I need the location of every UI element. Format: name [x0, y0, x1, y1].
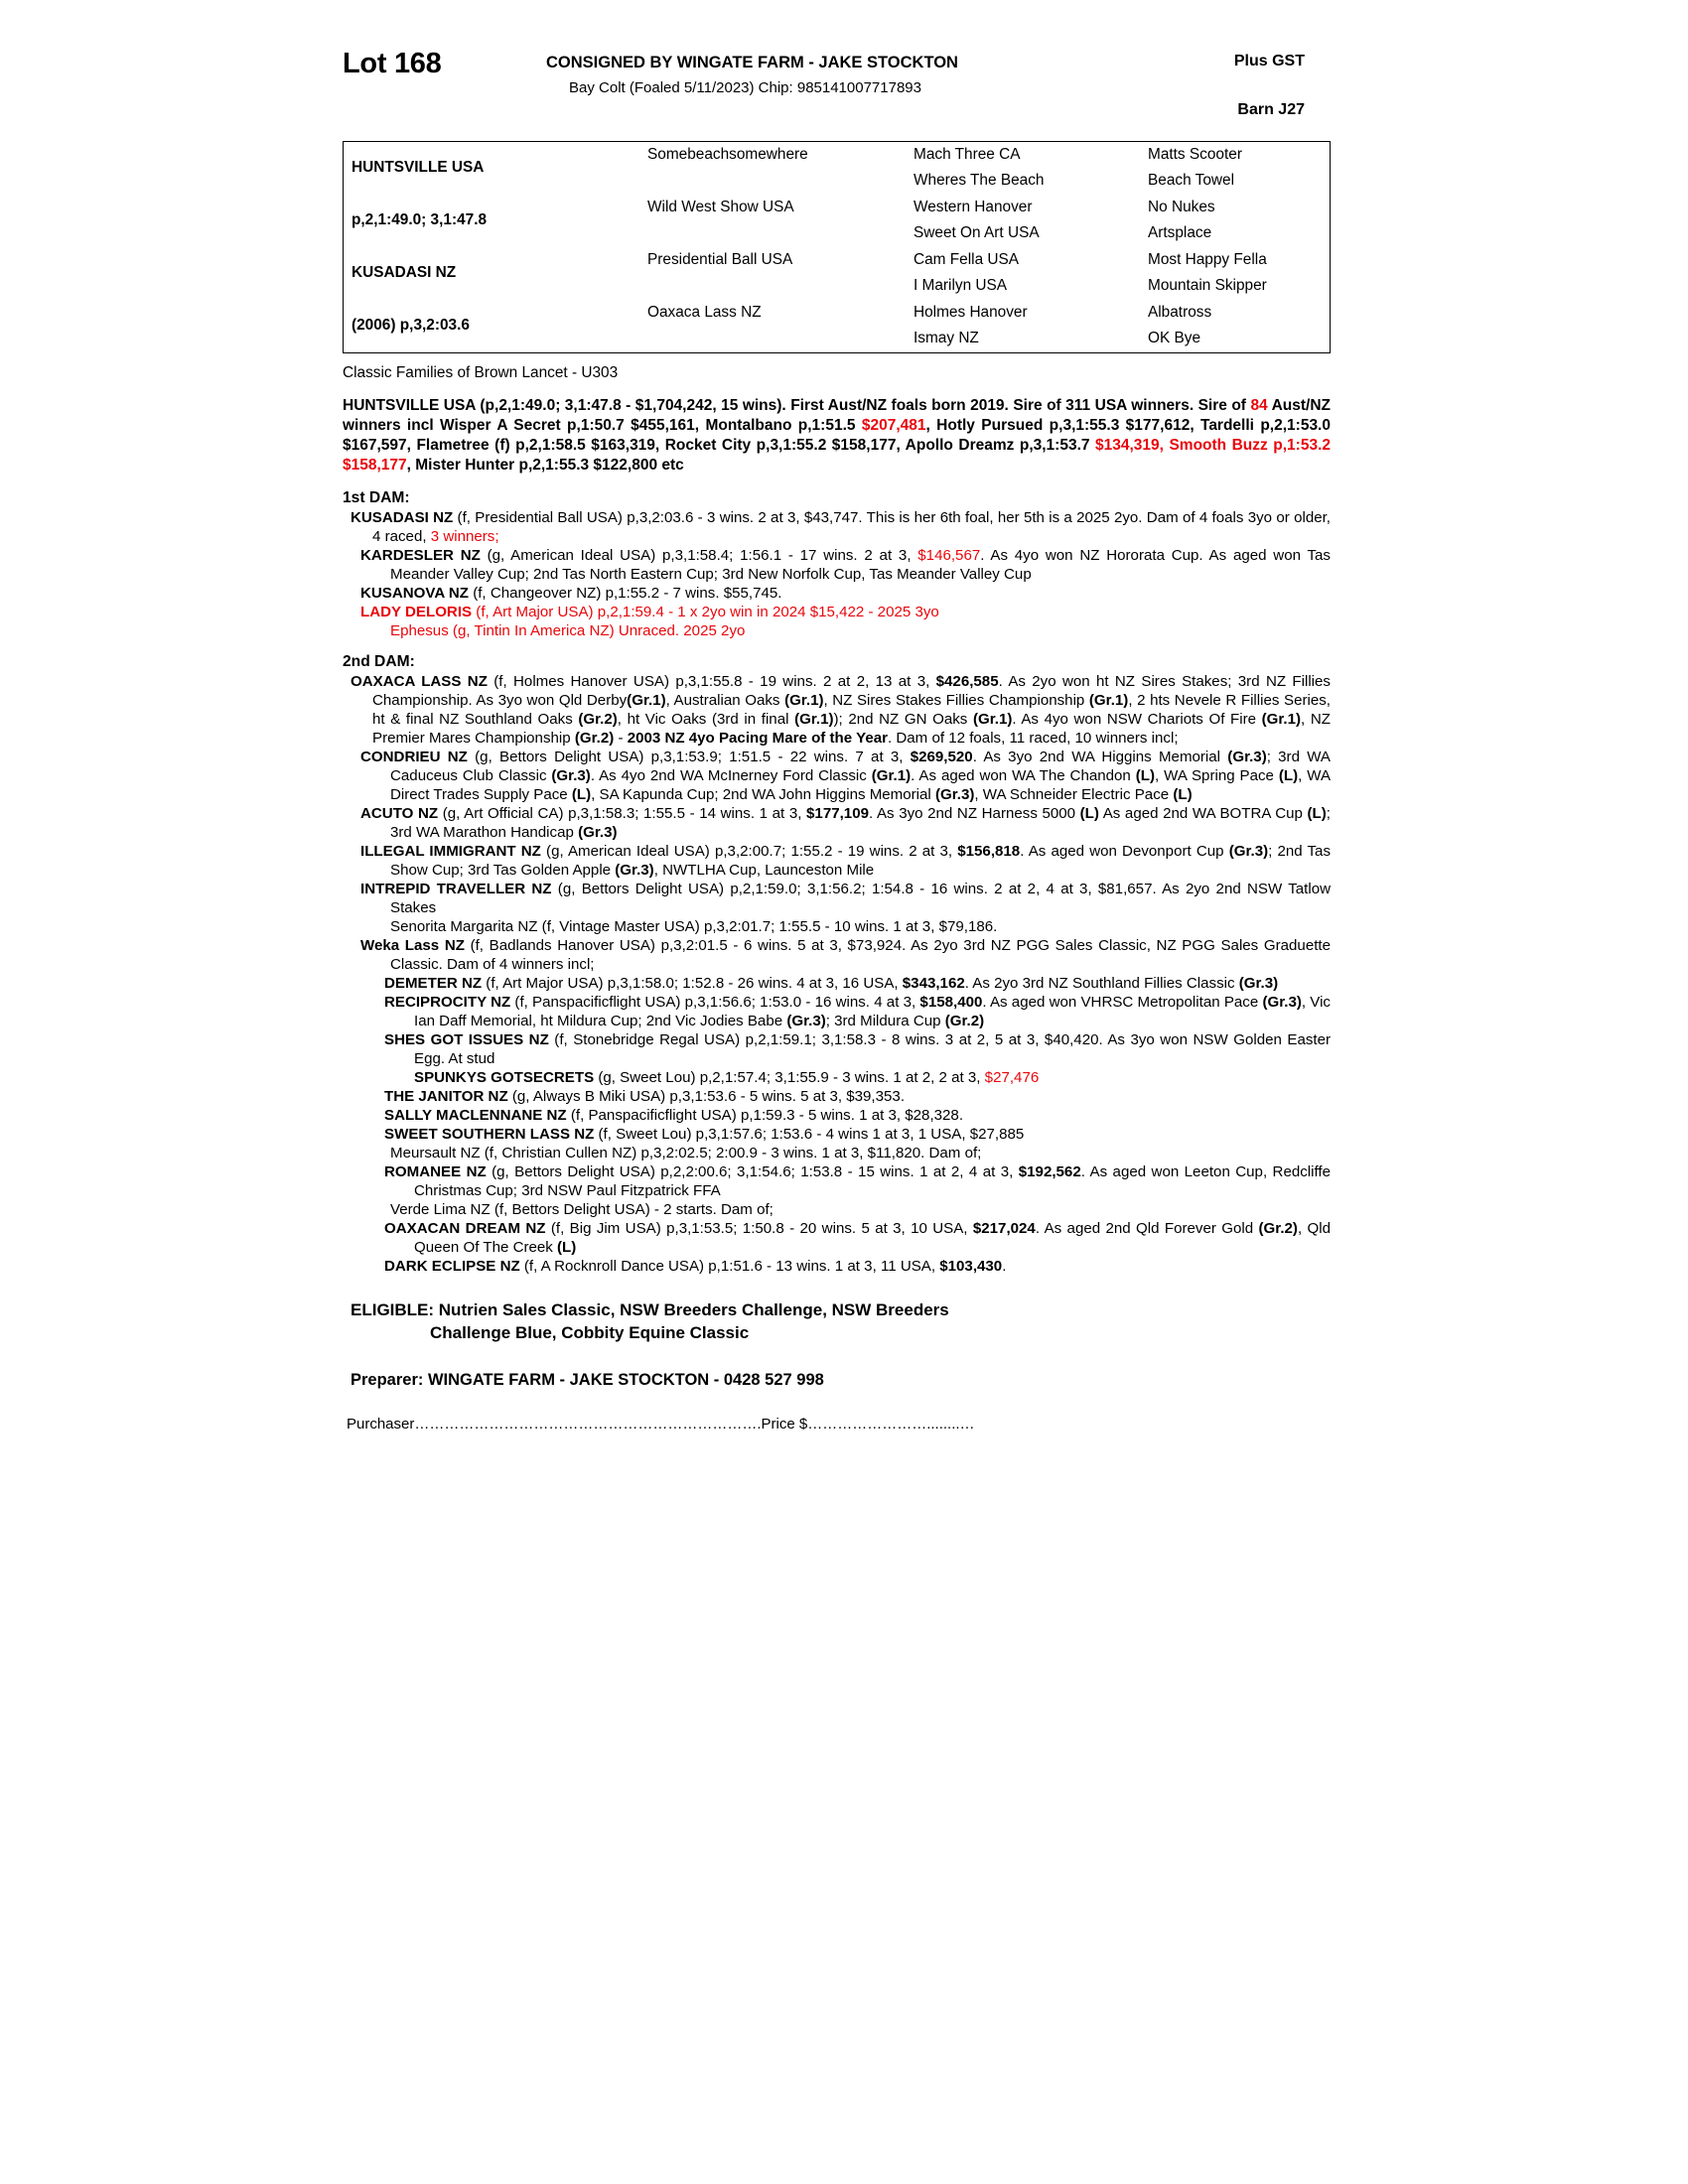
t: (f, Stonebridge Regal USA) p,2,1:59.1; 3,1:58.3 - 8 wins. 3 at 2, 5 at 3, $40,420. As 3yo won NSW Golden Easter Egg. At stud	[414, 1030, 1331, 1067]
table-row	[344, 142, 1363, 169]
t: ; 2nd Tas Show Cup; 3rd Tas Golden Apple	[390, 842, 1331, 879]
sire-earnings-1: $207,481	[861, 417, 926, 435]
progeny-name: ILLEGAL IMMIGRANT NZ	[360, 842, 541, 860]
grade: (Gr.3)	[615, 861, 654, 879]
progeny-name: KUSADASI NZ	[351, 508, 454, 526]
t: . As 3yo 2nd NZ Harness 5000	[869, 804, 1080, 822]
list-item	[343, 1106, 1331, 1125]
pedigree-cell: Mountain Skipper	[1148, 277, 1267, 295]
grade: (Gr.3)	[934, 785, 975, 803]
progeny-name: SHES GOT ISSUES NZ	[384, 1030, 549, 1048]
t: (f, Panspacificflight USA) p,1:59.3 - 5 wins. 1 at 3, $28,328.	[566, 1107, 964, 1125]
t: . As 2yo 3rd NZ Southland Fillies Classic	[964, 974, 1239, 992]
pedigree-cell: Sweet On Art USA	[914, 224, 1040, 242]
pedigree-cell: I Marilyn USA	[914, 277, 1008, 295]
grade: (Gr.3)	[786, 1012, 826, 1029]
pedigree-cell: Oaxaca Lass NZ	[647, 303, 762, 321]
earnings: $426,585	[935, 672, 999, 690]
t: , NZ Sires Stakes Fillies Championship	[823, 691, 1089, 709]
grade: (Gr.1)	[794, 710, 834, 728]
sire-text-3: , Hotly Pursued p,3,1:55.3 $177,612, Tardelli p,2,1:53.0 $167,597, Flametree (f) p,2,1:58.5 $163,319, Rocket City p,3,1:55.2 $158,177, Apollo Dreamz p,3,1:53.7	[343, 417, 1331, 455]
pedigree-cell: Somebeachsomewhere	[647, 145, 808, 163]
list-item	[343, 1125, 1331, 1144]
t: , Vic Ian Daff Memorial, ht Mildura Cup; 2nd Vic Jodies Babe	[414, 993, 1331, 1029]
list-item	[343, 748, 1331, 804]
progeny-detail: (f, Changeover NZ) p,1:55.2 - 7 wins. $55,745.	[469, 584, 782, 602]
pedigree-cell: No Nukes	[1148, 198, 1215, 215]
pedigree-cell: Wheres The Beach	[914, 172, 1045, 190]
progeny-detail: (f, Presidential Ball USA) p,3,2:03.6 - 3 wins. 2 at 3, $43,747. This is her 6th foal, her 5th is a 2025 2yo. Dam of 4 foals 3yo or older, 4 raced,	[372, 508, 1331, 545]
pedigree-cell: Cam Fella USA	[914, 250, 1020, 268]
t: (g, Sweet Lou) p,2,1:57.4; 3,1:55.9 - 3 wins. 1 at 2, 2 at 3,	[594, 1069, 985, 1086]
t: . As aged won Leeton Cup, Redcliffe Christmas Cup; 3rd NSW Paul Fitzpatrick FFA	[414, 1163, 1332, 1200]
t: (g, Bettors Delight USA) p,3,1:53.9; 1:51.5 - 22 wins. 7 at 3,	[467, 748, 911, 765]
t: , Australian Oaks	[665, 691, 785, 709]
pedigree-cell	[639, 169, 906, 196]
list-item	[343, 584, 1331, 603]
progeny-name: OAXACAN DREAM NZ	[384, 1220, 546, 1238]
t: . As aged won WA The Chandon	[911, 766, 1136, 784]
list-item	[343, 1068, 1331, 1087]
grade: (Gr.1)	[1088, 691, 1129, 709]
earnings: $156,818	[957, 842, 1021, 860]
grade: (Gr.2)	[574, 729, 615, 747]
classic-families-line: Classic Families of Brown Lancet - U303	[343, 364, 619, 381]
grade: (L)	[1135, 766, 1156, 784]
pedigree-cell: Wild West Show USA	[647, 198, 794, 215]
sire-earnings-2: $134,319, Smooth Buzz p,1:53.2 $158,177	[343, 437, 1331, 475]
sire-summary	[343, 396, 1331, 477]
sire-text-2: Aust/NZ winners incl Wisper A Secret p,1:50.7 $455,161, Montalbano p,1:51.5	[343, 397, 1331, 435]
grade: (Gr.3)	[1227, 748, 1267, 765]
progeny-detail: (f, Art Major USA) p,2,1:59.4 - 1 x 2yo win in 2024 $15,422 - 2025 3yo	[472, 603, 939, 620]
progeny-detail: (g, American Ideal USA) p,3,1:58.4; 1:56.1 - 17 wins. 2 at 3,	[480, 546, 918, 564]
pedigree-cell: Artsplace	[1148, 224, 1212, 242]
preparer-line: Preparer: WINGATE FARM - JAKE STOCKTON - 0428 527 998	[351, 1371, 824, 1390]
t: (f, Art Major USA) p,3,1:58.0; 1:52.8 - 26 wins. 4 at 3, 16 USA,	[482, 974, 903, 992]
progeny-name: SPUNKYS GOTSECRETS	[414, 1069, 595, 1086]
pedigree-cell: Most Happy Fella	[1148, 250, 1267, 268]
first-dam-heading: 1st DAM:	[343, 488, 410, 506]
t: (f, Panspacificflight USA) p,3,1:56.6; 1:53.0 - 16 wins. 4 at 3,	[510, 993, 920, 1011]
pedigree-cell	[639, 327, 906, 353]
t: (g, American Ideal USA) p,3,2:00.7; 1:55.2 - 19 wins. 2 at 3,	[540, 842, 958, 860]
t: , WA Spring Pace	[1155, 766, 1279, 784]
t: -	[614, 729, 628, 747]
list-item	[343, 1219, 1331, 1257]
grade: (Gr.2)	[944, 1012, 985, 1029]
pedigree-cell: Albatross	[1148, 303, 1212, 321]
t: As aged 2nd WA BOTRA Cup	[1098, 804, 1308, 822]
list-item	[343, 993, 1331, 1030]
progeny-highlight: $27,476	[984, 1069, 1040, 1086]
t: , WA Schneider Electric Pace	[974, 785, 1174, 803]
grade: (Gr.3)	[1262, 993, 1302, 1011]
pedigree-cell: OK Bye	[1148, 330, 1201, 347]
pedigree-cell: Presidential Ball USA	[647, 250, 793, 268]
t: (g, Art Official CA) p,3,1:58.3; 1:55.5 - 14 wins. 1 at 3,	[438, 804, 807, 822]
progeny-detail-2: . As 4yo won NZ Hororata Cup. As aged won Tas Meander Valley Cup; 2nd Tas North Eastern Cup; 3rd New Norfolk Cup, Tas Meander Valley Cup	[390, 546, 1331, 583]
sire-text-1: HUNTSVILLE USA (p,2,1:49.0; 3,1:47.8 - $1,704,242, 15 wins). First Aust/NZ foals born 2019. Sire of 311 USA winners. Sire of	[343, 397, 1251, 414]
grade: (L)	[1307, 804, 1327, 822]
grade: (Gr.3)	[1228, 842, 1269, 860]
progeny-name: THE JANITOR NZ	[384, 1088, 508, 1106]
t: , 2 hts Nevele R Fillies Series, ht & final NZ Southland Oaks	[372, 691, 1331, 728]
t: . As 4yo 2nd WA McInerney Ford Classic	[590, 766, 872, 784]
earnings: $269,520	[910, 748, 973, 765]
consignor-line: CONSIGNED BY WINGATE FARM - JAKE STOCKTON	[546, 54, 958, 71]
pedigree-table	[343, 141, 1331, 353]
table-row	[344, 300, 1363, 327]
list-item	[343, 1030, 1331, 1068]
sire-winner-count: 84	[1250, 397, 1268, 414]
dam-record: (2006) p,3,2:03.6	[352, 317, 470, 335]
page-header	[343, 40, 1331, 135]
list-item	[343, 880, 1331, 917]
progeny-name: ACUTO NZ	[360, 804, 439, 822]
horse-description: Bay Colt (Foaled 5/11/2023) Chip: 985141007717893	[569, 79, 921, 96]
t: . As 3yo 2nd WA Higgins Memorial	[972, 748, 1228, 765]
grade: (L)	[1079, 804, 1099, 822]
t: ; 3rd Mildura Cup	[825, 1012, 945, 1029]
sire-record: p,2,1:49.0; 3,1:47.8	[352, 211, 488, 229]
t: .	[1002, 1258, 1007, 1276]
t: (g, Always B Miki USA) p,3,1:53.6 - 5 wins. 5 at 3, $39,353.	[507, 1088, 906, 1106]
t: (f, Sweet Lou) p,3,1:57.6; 1:53.6 - 4 wins 1 at 3, 1 USA, $27,885	[594, 1126, 1025, 1144]
t: , WA Direct Trades Supply Pace	[390, 766, 1332, 803]
second-dam-heading: 2nd DAM:	[343, 652, 415, 670]
list-item	[343, 508, 1331, 546]
grade: (Gr.3)	[578, 823, 618, 841]
t: ); 2nd NZ GN Oaks	[833, 710, 973, 728]
list-item	[343, 804, 1331, 842]
progeny-name: Weka Lass NZ	[360, 936, 465, 954]
eligible-line-2: Challenge Blue, Cobbity Equine Classic	[430, 1323, 750, 1343]
grade: (L)	[571, 785, 592, 803]
progeny-name: ROMANEE NZ	[384, 1163, 487, 1181]
grade: (L)	[557, 1239, 577, 1257]
pedigree-cell: Mach Three CA	[914, 145, 1021, 163]
pedigree-cell	[639, 274, 906, 301]
progeny-name: SWEET SOUTHERN LASS NZ	[384, 1126, 595, 1144]
t: . As 2yo won ht NZ Sires Stakes; 3rd NZ Fillies Championship. As 3yo won Qld Derby	[372, 672, 1331, 709]
t: (f, A Rocknroll Dance USA) p,1:51.6 - 13 wins. 1 at 3, 11 USA,	[519, 1258, 940, 1276]
t: , Qld Queen Of The Creek	[414, 1220, 1331, 1257]
progeny-name: DARK ECLIPSE NZ	[384, 1258, 520, 1276]
list-item: Ephesus (g, Tintin In America NZ) Unraced. 2025 2yo	[390, 621, 746, 639]
barn-label: Barn J27	[1237, 101, 1305, 118]
t: . As aged won VHRSC Metropolitan Pace	[982, 993, 1263, 1011]
grade: (Gr.3)	[1238, 974, 1279, 992]
lot-number: Lot 168	[343, 48, 442, 79]
progeny-name: KUSANOVA NZ	[360, 584, 470, 602]
progeny-name: INTREPID TRAVELLER NZ	[360, 880, 552, 897]
pedigree-cell: Beach Towel	[1148, 172, 1234, 190]
earnings: $158,400	[919, 993, 983, 1011]
list-item: Meursault NZ (f, Christian Cullen NZ) p,3,2:02.5; 2:00.9 - 3 wins. 1 at 3, $11,820. Dam of;	[390, 1145, 982, 1162]
earnings: $343,162	[902, 974, 965, 992]
list-item: Senorita Margarita NZ (f, Vintage Master USA) p,3,2:01.7; 1:55.5 - 10 wins. 1 at 3, $79,186.	[390, 917, 998, 935]
t: ; 3rd WA Marathon Handicap	[390, 804, 1331, 841]
pedigree-cell: Holmes Hanover	[914, 303, 1028, 321]
t: . As 4yo won NSW Chariots Of Fire	[1012, 710, 1262, 728]
t: , NWTLHA Cup, Launceston Mile	[653, 861, 875, 879]
t: (f, Big Jim USA) p,3,1:53.5; 1:50.8 - 20 wins. 5 at 3, 10 USA,	[545, 1220, 973, 1238]
pedigree-cell: Ismay NZ	[914, 330, 979, 347]
list-item	[343, 1257, 1331, 1276]
t: (f, Badlands Hanover USA) p,3,2:01.5 - 6 wins. 5 at 3, $73,924. As 2yo 3rd NZ PGG Sales Classic, NZ PGG Sales Graduette Classic. Dam of 4 winners incl;	[390, 936, 1331, 973]
grade: (Gr.2)	[1258, 1220, 1298, 1238]
page-content	[343, 40, 1331, 1433]
t: (f, Holmes Hanover USA) p,3,1:55.8 - 19 wins. 2 at 2, 13 at 3,	[487, 672, 936, 690]
progeny-highlight: 3 winners;	[430, 527, 499, 545]
earnings: $103,430	[939, 1258, 1003, 1276]
grade: (Gr.1)	[972, 710, 1013, 728]
progeny-name: LADY DELORIS	[360, 603, 473, 620]
award: 2003 NZ 4yo Pacing Mare of the Year	[627, 729, 888, 747]
list-item	[343, 603, 1331, 621]
sire-name: HUNTSVILLE USA	[352, 159, 485, 177]
list-item	[343, 1162, 1331, 1200]
t: . As aged 2nd Qld Forever Gold	[1035, 1220, 1259, 1238]
earnings: $192,562	[1018, 1163, 1081, 1181]
table-row	[344, 247, 1363, 274]
dam-name: KUSADASI NZ	[352, 264, 457, 282]
sire-text-4: , Mister Hunter p,2,1:55.3 $122,800 etc	[406, 457, 684, 475]
eligible-block	[343, 1299, 1331, 1345]
progeny-name: DEMETER NZ	[384, 974, 483, 992]
earnings: $217,024	[972, 1220, 1036, 1238]
grade: (Gr.1)	[1261, 710, 1302, 728]
progeny-name: OAXACA LASS NZ	[351, 672, 488, 690]
plus-gst-label: Plus GST	[1233, 53, 1305, 69]
list-item	[343, 842, 1331, 880]
list-item	[343, 546, 1331, 584]
grade: (L)	[1278, 766, 1299, 784]
table-row	[344, 195, 1363, 221]
progeny-name: KARDESLER NZ	[360, 546, 481, 564]
grade: (L)	[1173, 785, 1193, 803]
list-item	[343, 936, 1331, 974]
t: , SA Kapunda Cup; 2nd WA John Higgins Memorial	[591, 785, 935, 803]
t: , NZ Premier Mares Championship	[372, 710, 1331, 747]
eligible-line-1: ELIGIBLE: Nutrien Sales Classic, NSW Breeders Challenge, NSW Breeders	[351, 1300, 949, 1320]
pedigree-cell: Western Hanover	[914, 198, 1033, 215]
t: (g, Bettors Delight USA) p,2,1:59.0; 3,1:56.2; 1:54.8 - 16 wins. 2 at 2, 4 at 3, $81,657. As 2yo 2nd NSW Tatlow Stakes	[390, 880, 1331, 916]
t: . As aged won Devonport Cup	[1020, 842, 1229, 860]
progeny-name: RECIPROCITY NZ	[384, 993, 511, 1011]
t: (g, Bettors Delight USA) p,2,2:00.6; 3,1:54.6; 1:53.8 - 15 wins. 1 at 2, 4 at 3,	[486, 1163, 1019, 1181]
list-item	[343, 974, 1331, 993]
progeny-name: SALLY MACLENNANE NZ	[384, 1107, 567, 1125]
earnings: $177,109	[806, 804, 869, 822]
grade: (Gr.1)	[627, 691, 666, 709]
progeny-highlight: $146,567	[917, 546, 981, 564]
t: . Dam of 12 foals, 11 raced, 10 winners incl;	[888, 729, 1179, 747]
progeny-name: CONDRIEU NZ	[360, 748, 468, 765]
grade: (Gr.1)	[784, 691, 824, 709]
t: , ht Vic Oaks (3rd in final	[617, 710, 795, 728]
purchaser-line: Purchaser…………………………………………………………….Price $……………………........…	[347, 1416, 975, 1433]
list-item	[343, 1087, 1331, 1106]
list-item	[343, 672, 1331, 748]
pedigree-cell	[639, 221, 906, 248]
grade: (Gr.3)	[551, 766, 591, 784]
grade: (Gr.1)	[871, 766, 912, 784]
pedigree-cell: Matts Scooter	[1148, 145, 1242, 163]
grade: (Gr.2)	[578, 710, 618, 728]
t: ; 3rd WA Caduceus Club Classic	[390, 748, 1331, 784]
list-item: Verde Lima NZ (f, Bettors Delight USA) - 2 starts. Dam of;	[390, 1201, 774, 1219]
